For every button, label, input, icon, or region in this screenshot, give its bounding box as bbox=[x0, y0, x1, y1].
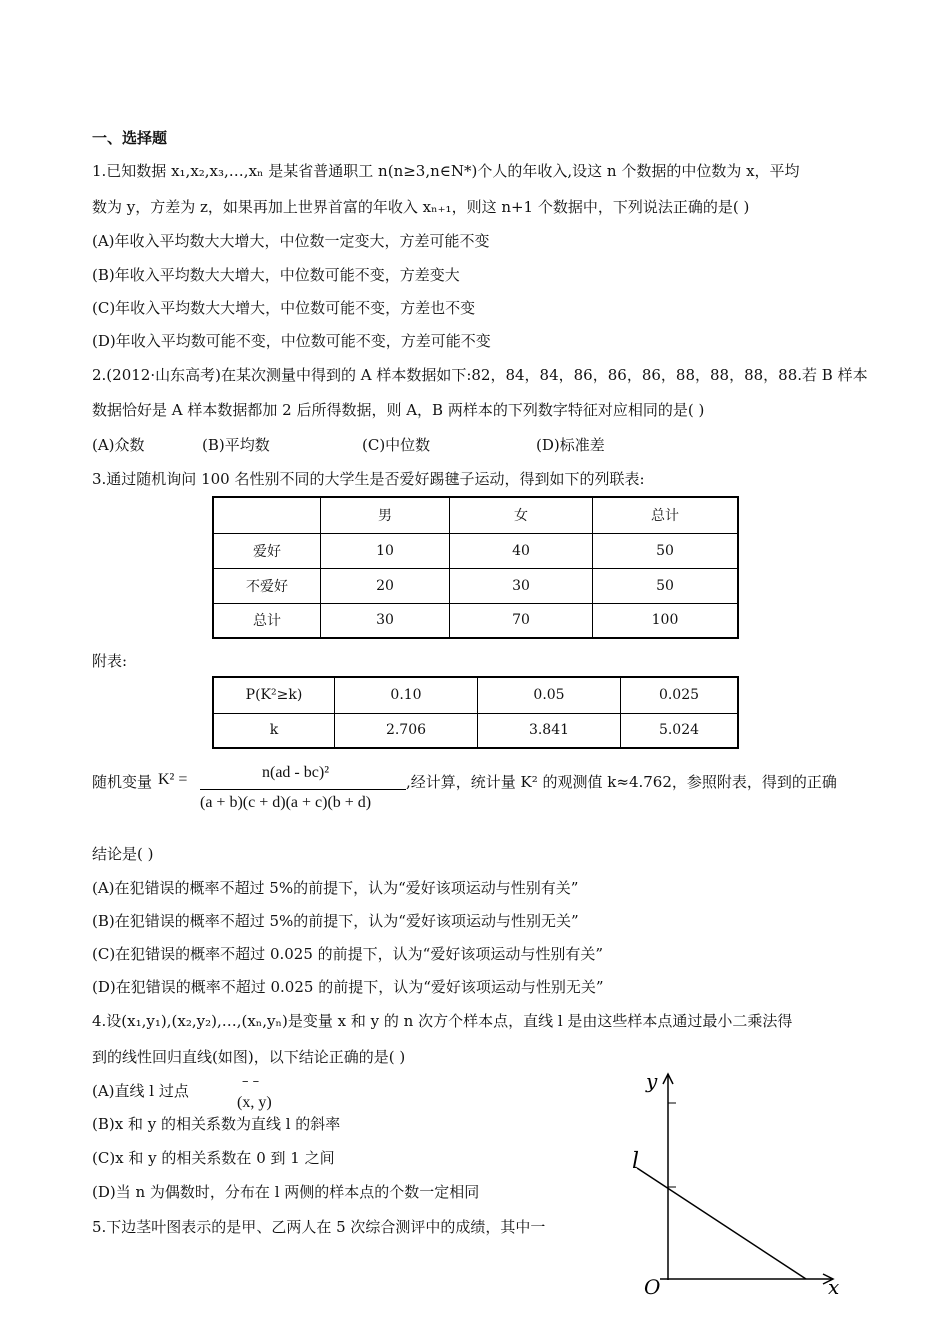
table-cell: 3.841 bbox=[478, 713, 621, 748]
regression-line bbox=[637, 1168, 806, 1279]
formula-prefix: 随机变量 bbox=[92, 773, 153, 791]
q1-line1: 1.已知数据 x₁,x₂,x₃,…,xₙ 是某省普通职工 n(n≥3,n∈N*)个人的年收入,设这 n 个数据的中位数为 x，平均 bbox=[92, 162, 800, 180]
table-cell: 总计 bbox=[213, 603, 321, 638]
q2-line1: 2.(2012·山东高考)在某次测量中得到的 A 样本数据如下:82，84，84，86，86，86，88，88，88，88.若 B 样本 bbox=[92, 366, 868, 384]
table-cell: 0.10 bbox=[335, 677, 478, 713]
q1-option-a: (A)年收入平均数大大增大，中位数一定变大，方差可能不变 bbox=[92, 232, 490, 250]
critical-value-table bbox=[212, 676, 739, 749]
table-cell: 50 bbox=[593, 568, 739, 603]
formula-denominator: (a + b)(c + d)(a + c)(b + d) bbox=[200, 794, 372, 811]
formula-lhs: K² = bbox=[158, 771, 188, 788]
table-cell: 5.024 bbox=[621, 713, 739, 748]
q4-line1: 4.设(x₁,y₁),(x₂,y₂),…,(xₙ,yₙ)是变量 x 和 y 的 n 次方个样本点，直线 l 是由这些样本点通过最小二乘法得 bbox=[92, 1012, 793, 1030]
table-cell: 10 bbox=[321, 533, 450, 568]
table-header-cell: 总计 bbox=[593, 497, 739, 533]
q3-option-c: (C)在犯错误的概率不超过 0.025 的前提下，认为“爱好该项运动与性别有关” bbox=[92, 945, 603, 963]
table-cell: 不爱好 bbox=[213, 568, 321, 603]
q4-option-a: (A)直线 l 过点 bbox=[92, 1082, 189, 1100]
table-cell: 30 bbox=[450, 568, 593, 603]
q3-option-b: (B)在犯错误的概率不超过 5%的前提下，认为“爱好该项运动与性别无关” bbox=[92, 912, 579, 930]
table-header-cell bbox=[213, 497, 321, 533]
q3-conclusion-line: 结论是( ) bbox=[92, 845, 154, 863]
table-row bbox=[213, 568, 738, 603]
q3-line1: 3.通过随机询问 100 名性别不同的大学生是否爱好踢毽子运动，得到如下的列联表: bbox=[92, 470, 645, 488]
q2-line2: 数据恰好是 A 样本数据都加 2 后所得数据，则 A，B 两样本的下列数字特征对应相同的是( ) bbox=[92, 401, 705, 419]
q1-option-c: (C)年收入平均数大大增大，中位数可能不变，方差也不变 bbox=[92, 299, 476, 317]
q3-option-a: (A)在犯错误的概率不超过 5%的前提下，认为“爱好该项运动与性别有关” bbox=[92, 879, 579, 897]
q2-option-a: (A)众数 bbox=[92, 436, 145, 454]
table-row bbox=[213, 533, 738, 568]
q4-option-c: (C)x 和 y 的相关系数在 0 到 1 之间 bbox=[92, 1149, 335, 1167]
q1-option-d: (D)年收入平均数可能不变，中位数可能不变，方差可能不变 bbox=[92, 332, 491, 350]
q1-line2: 数为 y，方差为 z，如果再加上世界首富的年收入 xₙ₊₁，则这 n+1 个数据中，下列说法正确的是( ) bbox=[92, 198, 750, 216]
table-cell: 50 bbox=[593, 533, 739, 568]
table-cell: 2.706 bbox=[335, 713, 478, 748]
table-header-cell: 女 bbox=[450, 497, 593, 533]
line-label: l bbox=[632, 1149, 640, 1174]
q3-option-d: (D)在犯错误的概率不超过 0.025 的前提下，认为“爱好该项运动与性别无关” bbox=[92, 978, 604, 996]
q4-option-b: (B)x 和 y 的相关系数为直线 l 的斜率 bbox=[92, 1115, 341, 1133]
q2-option-d: (D)标准差 bbox=[536, 436, 605, 454]
formula-numerator: n(ad - bc)² bbox=[262, 764, 329, 781]
y-axis-label: y bbox=[646, 1069, 658, 1093]
mean-bars: – – bbox=[242, 1074, 260, 1089]
appendix-label: 附表: bbox=[92, 652, 128, 670]
x-axis-label: x bbox=[828, 1275, 840, 1299]
q2-option-c: (C)中位数 bbox=[362, 436, 431, 454]
table-cell: 30 bbox=[321, 603, 450, 638]
table-cell: P(K²≥k) bbox=[213, 677, 335, 713]
table-row bbox=[213, 677, 738, 713]
table-row bbox=[213, 603, 738, 638]
q2-option-b: (B)平均数 bbox=[202, 436, 270, 454]
table-cell: 爱好 bbox=[213, 533, 321, 568]
table-header-cell: 男 bbox=[321, 497, 450, 533]
q4-option-d: (D)当 n 为偶数时，分布在 l 两侧的样本点的个数一定相同 bbox=[92, 1183, 480, 1201]
table-cell: 40 bbox=[450, 533, 593, 568]
table-cell: 20 bbox=[321, 568, 450, 603]
table-cell: 0.025 bbox=[621, 677, 739, 713]
q5-line1: 5.下边茎叶图表示的是甲、乙两人在 5 次综合测评中的成绩，其中一 bbox=[92, 1218, 546, 1236]
table-cell: k bbox=[213, 713, 335, 748]
fraction-bar bbox=[200, 789, 406, 790]
q1-option-b: (B)年收入平均数大大增大，中位数可能不变，方差变大 bbox=[92, 266, 460, 284]
section-title: 一、选择题 bbox=[92, 129, 168, 147]
contingency-table bbox=[212, 496, 739, 639]
mean-point: (x, y) bbox=[237, 1094, 272, 1111]
table-cell: 0.05 bbox=[478, 677, 621, 713]
origin-label: O bbox=[644, 1275, 661, 1299]
regression-figure bbox=[620, 1060, 850, 1300]
q4-line2: 到的线性回归直线(如图)，以下结论正确的是( ) bbox=[92, 1048, 406, 1066]
formula-suffix: ,经计算，统计量 K² 的观测值 k≈4.762，参照附表，得到的正确 bbox=[406, 773, 837, 791]
table-cell: 100 bbox=[593, 603, 739, 638]
table-cell: 70 bbox=[450, 603, 593, 638]
table-row bbox=[213, 713, 738, 748]
